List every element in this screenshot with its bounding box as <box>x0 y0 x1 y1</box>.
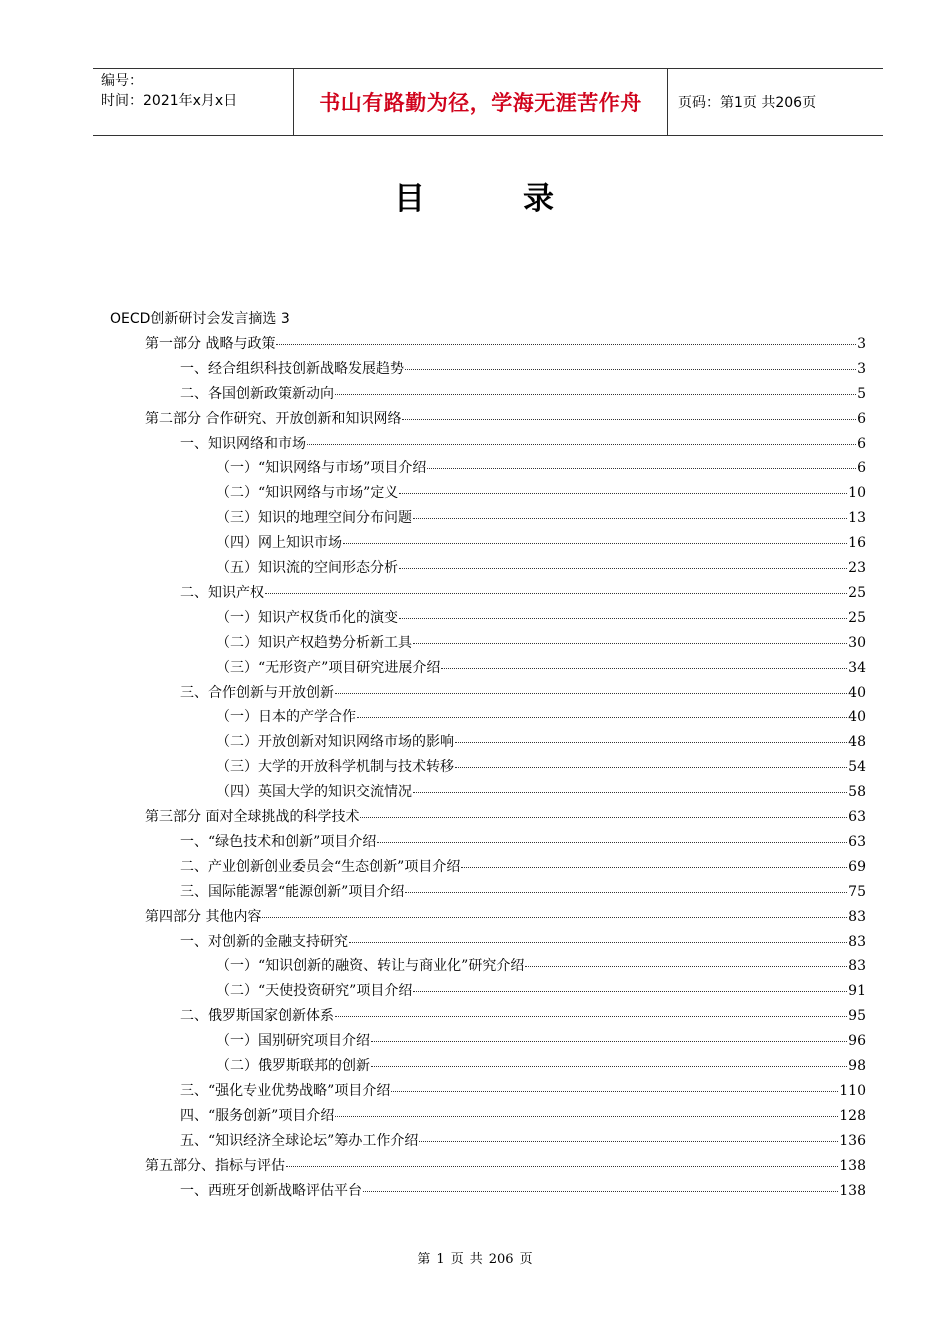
toc-entry-page: 3 <box>857 335 866 352</box>
toc-entry-title: （三）大学的开放科学机制与技术转移 <box>216 759 454 776</box>
page-title <box>0 173 950 218</box>
toc-entry-page: 110 <box>839 1082 866 1099</box>
toc-entry[interactable] <box>180 582 866 606</box>
time-label: 时间：2021年x月x日 <box>101 93 238 109</box>
toc-dot-leader <box>335 1016 847 1017</box>
toc-dot-leader <box>349 942 847 943</box>
toc-entry-title: 三、国际能源署“能源创新”项目介绍 <box>180 883 405 900</box>
header-meta-cell <box>93 69 294 135</box>
footer-total-pages: 206 <box>488 1252 514 1267</box>
toc-entry[interactable] <box>216 756 866 780</box>
toc-entry-page: 34 <box>848 659 866 676</box>
toc-entry[interactable] <box>180 682 866 706</box>
toc-dot-leader <box>371 1066 847 1067</box>
toc-entry-title: （一）日本的产学合作 <box>216 709 356 726</box>
toc-dot-leader <box>413 991 847 992</box>
toc-entry[interactable] <box>216 657 866 681</box>
toc-entry-page: 95 <box>848 1008 866 1025</box>
toc-entry[interactable] <box>180 1130 866 1154</box>
toc-entry[interactable] <box>110 308 290 332</box>
toc-entry-page: 40 <box>848 684 866 701</box>
toc-dot-leader <box>286 1166 838 1167</box>
toc-entry[interactable] <box>216 457 866 481</box>
title-char-1: 目 <box>394 181 427 217</box>
toc-dot-leader <box>413 518 847 519</box>
toc-entry[interactable] <box>180 1005 866 1029</box>
toc-entry-page: 40 <box>848 709 866 726</box>
toc-entry-title: （四）英国大学的知识交流情况 <box>216 784 412 801</box>
toc-dot-leader <box>441 668 847 669</box>
toc-entry-title: （二）“天使投资研究”项目介绍 <box>216 983 413 1000</box>
toc-entry-title: （一）知识产权货币化的演变 <box>216 609 398 626</box>
number-label: 编号： <box>101 73 143 89</box>
toc-dot-leader <box>405 892 847 893</box>
toc-dot-leader <box>265 593 847 594</box>
toc-entry-title: （二）知识产权趋势分析新工具 <box>216 634 412 651</box>
toc-entry[interactable] <box>180 881 866 905</box>
toc-entry[interactable] <box>216 980 866 1004</box>
toc-entry-title: 二、知识产权 <box>180 584 264 601</box>
toc-entry-title: 二、产业创新创业委员会“生态创新”项目介绍 <box>180 858 461 875</box>
toc-dot-leader <box>276 344 856 345</box>
toc-entry-page: 128 <box>839 1107 866 1124</box>
toc-entry-page: 54 <box>848 759 866 776</box>
toc-entry-page: 91 <box>848 983 866 1000</box>
toc-entry[interactable] <box>216 706 866 730</box>
toc-dot-leader <box>413 792 847 793</box>
toc-entry[interactable] <box>180 856 866 880</box>
toc-entry[interactable] <box>180 831 866 855</box>
toc-entry-page: 138 <box>839 1157 866 1174</box>
toc-entry-page: 16 <box>848 535 866 552</box>
toc-entry-title: 第三部分 面对全球挑战的科学技术 <box>145 809 360 825</box>
header-table <box>93 68 883 136</box>
toc-entry[interactable] <box>180 931 866 955</box>
toc-entry-page: 83 <box>848 958 866 975</box>
toc-entry-page: 48 <box>848 734 866 751</box>
toc-entry-title: 第五部分、指标与评估 <box>145 1157 285 1174</box>
header-motto: 书山有路勤为径，学海无涯苦作舟 <box>294 69 668 135</box>
toc-entry-page: 25 <box>848 584 866 601</box>
toc-entry-title: 三、合作创新与开放创新 <box>180 684 334 701</box>
toc-entry-title: 一、西班牙创新战略评估平台 <box>180 1182 362 1199</box>
toc-entry[interactable] <box>145 906 866 930</box>
footer-page-number: 1 <box>436 1252 445 1267</box>
footer-ye: 页 <box>450 1252 464 1267</box>
toc-dot-leader <box>335 693 847 694</box>
toc-dot-leader <box>262 917 847 918</box>
toc-entry-title: OECD创新研讨会发言摘选 3 <box>110 311 290 327</box>
toc-entry[interactable] <box>216 507 866 531</box>
footer-gong: 共 <box>469 1252 483 1267</box>
toc-entry[interactable] <box>180 1180 866 1204</box>
toc-dot-leader <box>525 966 847 967</box>
toc-entry-title: 一、对创新的金融支持研究 <box>180 933 348 950</box>
toc-entry-title: 第二部分 合作研究、开放创新和知识网络 <box>145 410 402 427</box>
toc-entry-page: 138 <box>839 1182 866 1199</box>
toc-dot-leader <box>377 842 847 843</box>
toc-entry-title: 四、“服务创新”项目介绍 <box>180 1107 335 1124</box>
toc-entry[interactable] <box>216 557 866 581</box>
toc-entry-title: 二、俄罗斯国家创新体系 <box>180 1008 334 1025</box>
title-char-2: 录 <box>523 181 556 217</box>
toc-entry-page: 63 <box>848 833 866 850</box>
toc-entry-title: （一）国别研究项目介绍 <box>216 1033 370 1050</box>
toc-entry-page: 6 <box>857 435 866 452</box>
toc-dot-leader <box>307 444 856 445</box>
toc-entry[interactable] <box>180 383 866 407</box>
toc-dot-leader <box>343 543 847 544</box>
toc-entry-page: 13 <box>848 510 866 527</box>
toc-entry-title: （五）知识流的空间形态分析 <box>216 560 398 576</box>
toc-entry[interactable] <box>216 781 866 805</box>
toc-dot-leader <box>402 419 856 420</box>
toc-entry-page: 83 <box>848 933 866 950</box>
toc-entry-page: 58 <box>848 784 866 801</box>
toc-entry-title: 二、各国创新政策新动向 <box>180 385 334 402</box>
toc-entry-page: 63 <box>848 809 866 825</box>
header-page-info: 页码：第1页 共206页 <box>678 95 817 111</box>
toc-entry-page: 5 <box>857 385 866 402</box>
toc-entry[interactable] <box>216 1055 866 1079</box>
toc-entry[interactable] <box>216 1030 866 1054</box>
toc-dot-leader <box>391 1091 838 1092</box>
toc-entry[interactable] <box>216 955 866 979</box>
toc-dot-leader <box>413 643 847 644</box>
toc-entry[interactable] <box>145 408 866 432</box>
toc-dot-leader <box>455 767 847 768</box>
toc-entry[interactable] <box>216 632 866 656</box>
toc-dot-leader <box>399 618 847 619</box>
toc-dot-leader <box>427 468 856 469</box>
toc-dot-leader <box>371 1041 847 1042</box>
toc-entry-title: 五、“知识经济全球论坛”筹办工作介绍 <box>180 1132 419 1149</box>
toc-entry[interactable] <box>216 532 866 556</box>
toc-dot-leader <box>419 1141 838 1142</box>
toc-entry-title: （一）“知识网络与市场”项目介绍 <box>216 460 427 477</box>
toc-entry-title: （二）开放创新对知识网络市场的影响 <box>216 734 454 751</box>
toc-entry-page: 25 <box>848 609 866 626</box>
toc-dot-leader <box>363 1191 838 1192</box>
toc-entry-title: （二）俄罗斯联邦的创新 <box>216 1058 370 1074</box>
toc-dot-leader <box>399 568 847 569</box>
toc-entry[interactable] <box>216 731 866 755</box>
page-footer <box>0 1248 950 1267</box>
toc-entry-page: 98 <box>848 1058 866 1074</box>
toc-entry-page: 96 <box>848 1033 866 1050</box>
toc-entry-title: 一、经合组织科技创新战略发展趋势 <box>180 360 404 377</box>
toc-dot-leader <box>455 742 847 743</box>
toc-entry-page: 136 <box>839 1132 866 1149</box>
toc-entry-title: （四）网上知识市场 <box>216 535 342 552</box>
toc-entry[interactable] <box>145 806 866 830</box>
toc-entry[interactable] <box>145 1155 866 1179</box>
toc-entry-title: 一、知识网络和市场 <box>180 435 306 452</box>
toc-entry-page: 83 <box>848 908 866 925</box>
toc-entry[interactable] <box>180 1105 866 1129</box>
toc-dot-leader <box>405 369 856 370</box>
toc-dot-leader <box>399 493 847 494</box>
toc-entry-title: （一）“知识创新的融资、转让与商业化”研究介绍 <box>216 958 525 975</box>
toc-entry-title: （三）知识的地理空间分布问题 <box>216 510 412 527</box>
footer-ye-2: 页 <box>519 1252 533 1267</box>
toc-entry-title: 第四部分 其他内容 <box>145 908 262 925</box>
footer-di: 第 <box>417 1252 431 1267</box>
toc-entry[interactable] <box>180 1080 866 1104</box>
toc-entry[interactable] <box>180 433 866 457</box>
toc-entry[interactable] <box>216 607 866 631</box>
toc-entry-page: 6 <box>857 410 866 427</box>
toc-dot-leader <box>335 1116 838 1117</box>
toc-entry-page: 30 <box>848 634 866 651</box>
toc-entry[interactable] <box>145 333 866 357</box>
toc-entry-page: 3 <box>857 360 866 377</box>
toc-entry-title: 第一部分 战略与政策 <box>145 335 276 352</box>
toc-entry-page: 23 <box>848 560 866 576</box>
toc-dot-leader <box>357 717 847 718</box>
toc-entry-title: 三、“强化专业优势战略”项目介绍 <box>180 1082 391 1099</box>
toc-entry-title: （三）“无形资产”项目研究进展介绍 <box>216 659 441 676</box>
toc-dot-leader <box>335 394 856 395</box>
toc-entry-page: 75 <box>848 883 866 900</box>
toc-entry-title: （二）“知识网络与市场”定义 <box>216 485 399 502</box>
toc-entry-page: 10 <box>848 485 866 502</box>
toc-entry-page: 6 <box>857 460 866 477</box>
toc-entry[interactable] <box>180 358 866 382</box>
toc-dot-leader <box>461 867 847 868</box>
toc-entry-page: 69 <box>848 858 866 875</box>
toc-entry[interactable] <box>216 482 866 506</box>
toc-dot-leader <box>360 817 847 818</box>
toc-entry-title: 一、“绿色技术和创新”项目介绍 <box>180 833 377 850</box>
